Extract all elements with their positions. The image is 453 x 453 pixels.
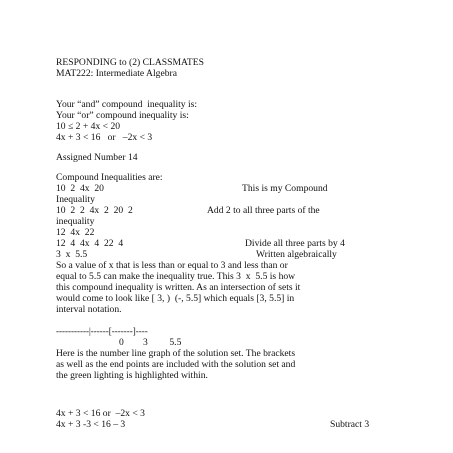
graph-description-line: Here is the number line graph of the solution set. The brackets <box>56 348 296 359</box>
and-inequality: 10 ≤ 2 + 4x < 20 <box>56 121 121 132</box>
or-inequality-label: Your “or” compound inequality is: <box>56 110 189 121</box>
graph-description-line: as well as the end points are included with the solution set and <box>56 359 296 370</box>
explanation-line: interval notation. <box>56 304 122 315</box>
explanation-line: this compound inequality is written. As an intersection of sets it <box>56 282 301 293</box>
step4-note: Divide all three parts by 4 <box>245 238 345 249</box>
and-inequality-label: Your “and” compound inequality is: <box>56 99 198 110</box>
step2-continued: inequality <box>56 216 95 227</box>
course-name: MAT222: Intermediate Algebra <box>56 68 177 79</box>
step5-note: Written algebraically <box>256 249 337 260</box>
step1-note: This is my Compound <box>242 183 328 194</box>
explanation-line: equal to 5.5 can make the inequality true. This 3 x 5.5 is how <box>56 271 296 282</box>
step4-math: 12 4 4x 4 22 4 <box>56 238 124 249</box>
or-inequality-restated: 4x + 3 < 16 or –2x < 3 <box>56 408 145 419</box>
step3-math: 12 4x 22 <box>56 227 95 238</box>
step5-math: 3 x 5.5 <box>56 249 88 260</box>
number-line: -----------|------[-------]---- <box>56 326 148 336</box>
step1-math: 10 2 4x 20 <box>56 183 104 194</box>
explanation-line: So a value of x that is less than or equal to 3 and less than or <box>56 260 288 271</box>
step1-continued: Inequality <box>56 194 95 205</box>
or-step-note: Subtract 3 <box>330 419 370 430</box>
step2-math: 10 2 2 4x 2 20 2 <box>56 205 133 216</box>
or-inequality: 4x + 3 < 16 or –2x < 3 <box>56 132 153 143</box>
assigned-number: Assigned Number 14 <box>56 152 138 163</box>
graph-description-line: the green lighting is highlighted within. <box>56 370 208 381</box>
number-line-ticks: 0 3 5.5 <box>119 337 182 348</box>
or-step-subtract: 4x + 3 -3 < 16 – 3 <box>56 419 126 430</box>
explanation-line: would come to look like [ 3, ) (-, 5.5] which equals [3, 5.5] in <box>56 293 295 304</box>
document-title: RESPONDING to (2) CLASSMATES <box>56 57 204 68</box>
work-heading: Compound Inequalities are: <box>56 172 163 183</box>
step2-note: Add 2 to all three parts of the <box>207 205 320 216</box>
